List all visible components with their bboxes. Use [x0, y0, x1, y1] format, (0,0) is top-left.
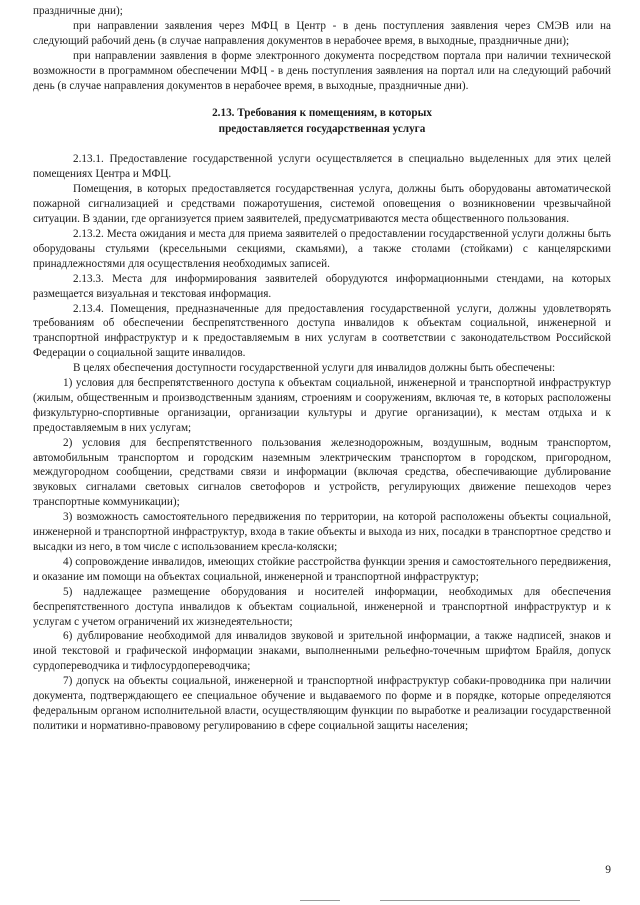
paragraph: при направлении заявления в форме электронного документа посредством портала при наличии технической возможности в программном обеспечении МФЦ - в день поступления заявления на портал или на следующий рабочий день (в случае направления документов в нерабочее время, в выходные, праздничные дни). — [33, 49, 611, 92]
paragraph: праздничные дни); — [33, 5, 123, 17]
paragraph: 2.13.4. Помещения, предназначенные для предоставления государственной услуги, должны удовлетворять требованиям об обеспечении беспрепятственного доступа инвалидов к объектам социальной, инженерной и транспортной инфраструктур и к предоставляемым в них услугам в соответствии с законодательством Российской Федерации о социальной защите инвалидов. — [33, 302, 611, 360]
document-body — [33, 4, 611, 734]
paragraph: 6) дублирование необходимой для инвалидов звуковой и зрительной информации, а также надписей, знаков и иной текстовой и графической информации знаками, выполненными рельефно-точечным шрифтом Брайля, допуск сурдопереводчика и тифлосурдопереводчика; — [33, 630, 611, 673]
paragraph: 2.13.2. Места ожидания и места для приема заявителей о предоставлении государственной услуги должны быть оборудованы стульями (кресельными секциями, скамьями), а также столами (стойками) с канцелярскими принадлежностями для осуществления необходимых записей. — [33, 227, 611, 270]
paragraph: 7) допуск на объекты социальной, инженерной и транспортной инфраструктур собаки-проводника при наличии документа, подтверждающего ее специальное обучение и выдаваемого по форме и в порядке, которые определяются федеральным органом исполнительной власти, осуществляющим функции по выработке и реализации государственной политики и нормативно-правовому регулированию в сфере социальной защиты населения; — [33, 675, 611, 732]
paragraph: 1) условия для беспрепятственного доступа к объектам социальной, инженерной и транспортной инфраструктур (жилым, общественным и производственным зданиям, строениям и сооружениям, включая те, в которых расположены физкультурно-спортивные организации, организации культуры и другие организации), к местам отдыха и к предоставляемым в них услугам; — [33, 377, 611, 434]
paragraph: 2.13.1. Предоставление государственной услуги осуществляется в специально выделенных для этих целей помещениях Центра и МФЦ. — [33, 153, 611, 181]
section-heading-line-2: предоставляется государственная услуга — [218, 122, 426, 135]
section-heading — [33, 106, 611, 137]
paragraph: 5) надлежащее размещение оборудования и носителей информации, необходимых для обеспечения беспрепятственного доступа инвалидов к объектам социальной, инженерной и транспортной инфраструктур и к услугам с учетом ограничений их жизнедеятельности; — [33, 585, 611, 628]
scan-artifact-line — [300, 900, 340, 901]
section-heading-line-1: 2.13. Требования к помещениям, в которых — [212, 107, 432, 120]
paragraph: 2) условия для беспрепятственного пользования железнодорожным, воздушным, водным транспортом, автомобильным транспортом и городским наземным электрическим транспортом в городском, пригородном, междугородном сообщении, средствами связи и информации (включая средства, обеспечивающие дублирование звуковых сигналами световых сигналов светофоров и устройств, регулирующих движение пешеходов через транспортные коммуникации); — [33, 436, 611, 509]
section-2-13-paragraphs — [33, 152, 611, 733]
paragraph: при направлении заявления через МФЦ в Центр - в день поступления заявления через СМЭВ или на следующий рабочий день (в случае направления документов в нерабочее время, в выходные, праздничные дни); — [33, 19, 611, 47]
scan-artifact-line — [380, 900, 580, 901]
paragraph: 2.13.3. Места для информирования заявителей оборудуются информационными стендами, на которых размещается визуальная и текстовая информация. — [33, 272, 611, 300]
paragraph: В целях обеспечения доступности государственной услуги для инвалидов должны быть обеспечены: — [73, 362, 556, 375]
paragraph: Помещения, в которых предоставляется государственная услуга, должны быть оборудованы автоматической пожарной сигнализацией и средствами пожаротушения, системой оповещения о возникновении чрезвычайной ситуации. В здании, где организуется прием заявителей, предусматриваются места общественного пользования. — [33, 183, 611, 226]
paragraphs-before-heading — [33, 4, 611, 93]
paragraph: 3) возможность самостоятельного передвижения по территории, на которой расположены объекты социальной, инженерной и транспортной инфраструктур, входа в такие объекты и выхода из них, посадки в транспортное средство и высадки из него, в том числе с использованием кресла-коляски; — [33, 511, 611, 553]
paragraph: 4) сопровождение инвалидов, имеющих стойкие расстройства функции зрения и самостоятельного передвижения, и оказание им помощи на объектах социальной, инженерной и транспортной инфраструктур; — [33, 555, 611, 583]
page-number: 9 — [605, 864, 611, 876]
